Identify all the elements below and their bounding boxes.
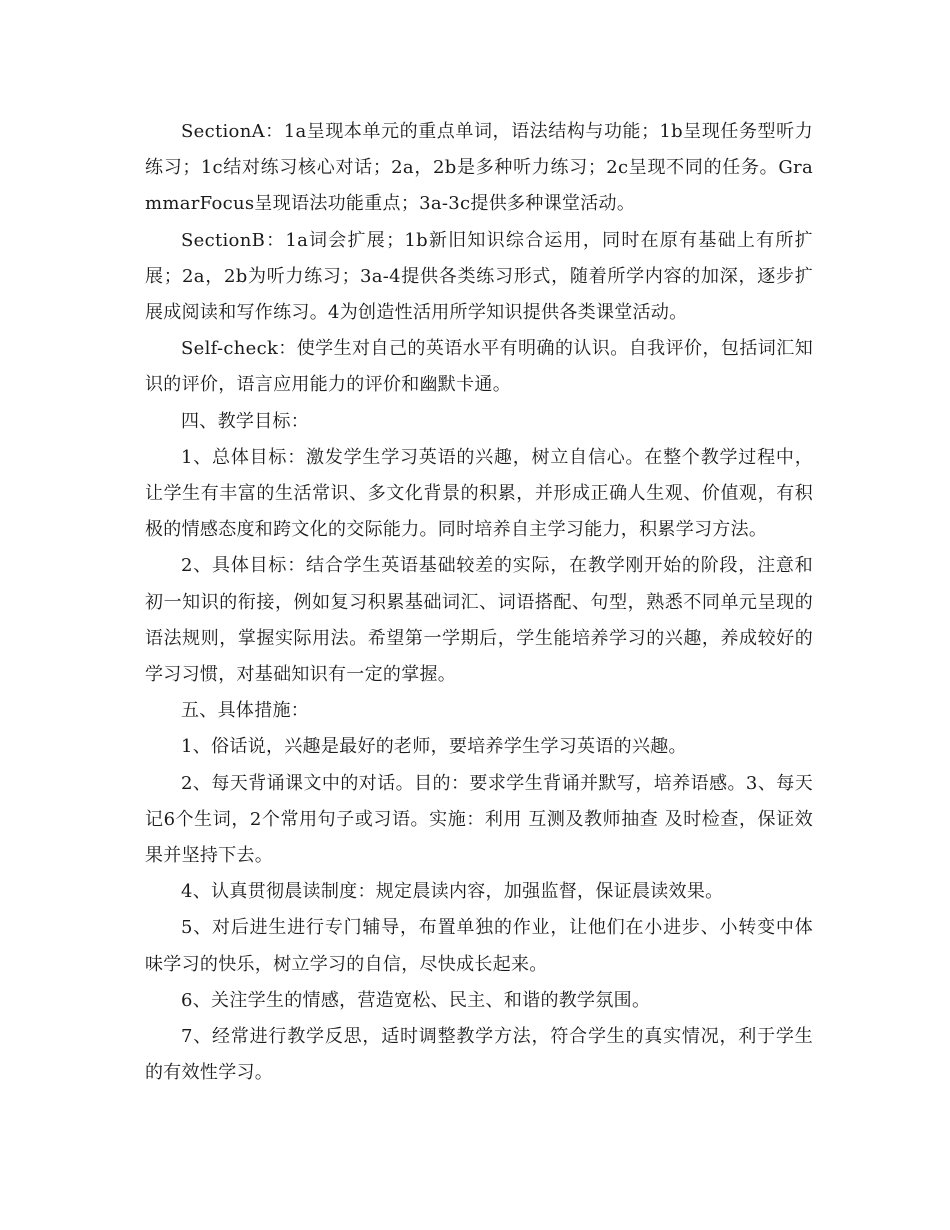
heading-specific-measures: 五、具体措施： [181,700,310,722]
paragraph-measure-5: 5、对后进生进行专门辅导，布置单独的作业，让他们在小进步、小转变中体味学习的快乐，树立学习的自信，尽快成长起来。 [145,917,813,975]
paragraph-self-check: Self-check：使学生对自己的英语水平有明确的认识。自我评价，包括词汇知识的评价，语言应用能力的评价和幽默卡通。 [145,338,813,396]
paragraph-overall-goal: 1、总体目标：激发学生学习英语的兴趣，树立自信心。在整个教学过程中，让学生有丰富的生活常识、多文化背景的积累，并形成正确人生观、价值观，有积极的情感态度和跨文化的交际能力。同时培养自主学习能力，积累学习方法。 [145,446,813,541]
paragraph-measure-1: 1、俗话说，兴趣是最好的老师，要培养学生学习英语的兴趣。 [181,736,687,758]
paragraph-section-b: SectionB：1a词会扩展；1b新旧知识综合运用，同时在原有基础上有所扩展；2a，2b为听力练习；3a-4提供各类练习形式，随着所学内容的加深，逐步扩展成阅读和写作练习。4为创造性活用所学知识提供各类课堂活动。 [145,229,813,324]
paragraph-measure-2-3: 2、每天背诵课文中的对话。目的：要求学生背诵并默写，培养语感。3、每天记6个生词，2个常用句子或习语。实施：利用 互测及教师抽查 及时检查，保证效果并坚持下去。 [145,772,813,867]
paragraph-measure-6: 6、关注学生的情感，营造宽松、民主、和谐的教学氛围。 [181,989,651,1011]
heading-teaching-goals: 四、教学目标： [181,410,310,432]
paragraph-section-a: SectionA：1a呈现本单元的重点单词，语法结构与功能；1b呈现任务型听力练习；1c结对练习核心对话；2a，2b是多种听力练习；2c呈现不同的任务。GrammarFocus呈现语法功能重点；3a-3c提供多种课堂活动。 [145,121,813,215]
paragraph-specific-goal: 2、具体目标：结合学生英语基础较差的实际，在教学刚开始的阶段，注意和初一知识的衔接，例如复习积累基础词汇、词语搭配、句型，熟悉不同单元呈现的语法规则，掌握实际用法。希望第一学期后，学生能培养学习的兴趣，养成较好的学习习惯，对基础知识有一定的掌握。 [145,555,813,686]
paragraph-measure-7: 7、经常进行教学反思，适时调整教学方法，符合学生的真实情况，利于学生的有效性学习。 [145,1026,813,1084]
document-body [145,114,813,1091]
paragraph-measure-4: 4、认真贯彻晨读制度：规定晨读内容，加强监督，保证晨读效果。 [181,881,724,903]
